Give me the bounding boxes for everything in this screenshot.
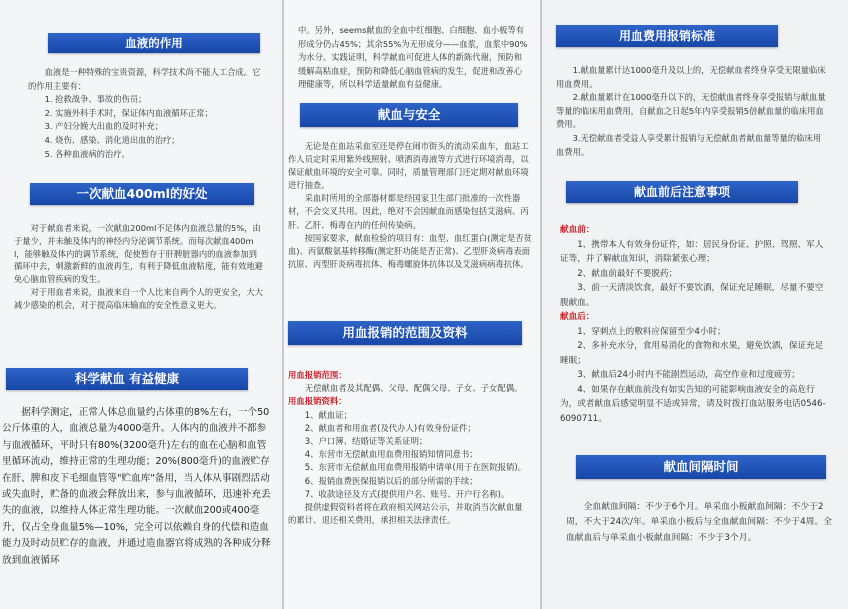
- blood-role-item: 1. 抢救战争、事故的伤员；: [44, 94, 147, 105]
- section-banner-reimbursement-scope: 用血报销的范围及资料: [288, 321, 522, 345]
- docs-item: 5、东营市无偿献血用血费用报销申请单(用于在医院报销)。: [304, 462, 527, 473]
- middle-continued-text: [298, 24, 530, 92]
- after-item: 4、如果存在献血前没有如实告知的可能影响血液安全的高危行为，或者献血后感觉明显不适或异常，请及时拨打血站服务电话0546-6090711。: [560, 384, 826, 424]
- precautions-text: [560, 223, 828, 426]
- after-item: 2、多补充水分，食用易消化的食物和水果，避免饮酒，保证充足睡眠；: [560, 341, 824, 366]
- safety-paragraph: 无论是在血站采血室还是停在闹市街头的流动采血车，血站工作人员定时采用紫外线照射、喷洒消毒液等方式进行环境消毒，以保证献血环境的安全可靠。同时，质量管理部门还定期对献血环境进行抽查。: [288, 141, 529, 191]
- section-banner-blood-role: 血液的作用: [48, 33, 260, 53]
- after-item: 3、献血后24小时内不能剧烈运动，高空作业和过度疲劳；: [577, 370, 800, 380]
- scientific-donation-paragraph: 据科学测定，正常人体总血量约占体重的8%左右，一个50公斤体重的人，血液总量为4000毫升。人体内的血液并不都参与血液循环，平时只有80%(3200毫升)左右的血在心脑和血管里循环流动，维持正常的生理功能；20%(800毫升)的血液贮存在肝、脾和皮下毛细血管等"贮血库"备用，当人体从事剧烈活动或失血时，贮备的血液会释放出来，参与血液循环，迅速补充丢失的血液，以维持人体正常生理功能。一次献血200或400毫升，仅占全身血量5%—10%，完全可以依赖自身的代偿和造血能力及时动员贮存的血液，并通过造血器官将成熟的各种成分释放到血液循环: [2, 407, 271, 566]
- continued-paragraph: 中。另外，seems献血的全血中红细胞、白细胞、血小板等有形成分仍占45%；其余55%为无形成分——血浆，血浆中90%为水分。实践证明，科学献血可促进人体的新陈代谢，预防和缓解高粘血症，预防和降低心脑血管病的发生，促进和改善心理健康等，所以科学适量献血有益健康。: [298, 25, 528, 90]
- blood-role-item: 4. 烧伤、感染、消化道出血的治疗；: [44, 134, 180, 145]
- section-banner-precautions: 献血前后注意事项: [566, 181, 798, 203]
- interval-paragraph: 全血献血间隔：不少于6个月。单采血小板献血间隔：不少于2周，不大于24次/年。单采血小板后与全血献血间隔：不少于4周。全血献血后与单采血小板献血间隔：不少于3个月。: [566, 502, 833, 543]
- range-text: 无偿献血者及其配偶、父母、配偶父母、子女、子女配偶。: [304, 383, 523, 394]
- blood-role-intro: 血液是一种特殊的宝贵资源，科学技术尚不能人工合成。它的作用主要有：: [28, 67, 261, 91]
- blood-role-item: 5. 各种血液病的治疗。: [44, 148, 130, 159]
- leaflet-panel-middle: [284, 0, 540, 609]
- section-banner-donation-interval: 献血间隔时间: [576, 455, 826, 479]
- reimbursement-standard-text: [556, 64, 826, 159]
- 400ml-paragraph: 对于献血者来说，一次献血200ml不足体内血液总量的5%，由于量少，并未触及体内的神经内分泌调节系统。而每次献血400ml，能够触及体内的调节系统，促使暂存于肝脾脏器内的血液参加到循环中去，刺激新鲜的血液再生，有利于降低血液粘度，能有效地避免心脑血管疾病的发生。: [14, 223, 263, 285]
- before-item: 3、前一天清淡饮食，最好不要饮酒，保证充足睡眠，尽量不要空腹献血。: [560, 283, 824, 308]
- section-banner-400ml: 一次献血400ml的好处: [30, 183, 254, 205]
- scientific-donation-text: [2, 405, 274, 569]
- range-label: 用血报销范围：: [288, 370, 347, 380]
- docs-item: 2、献血者和用血者(及代办人)有效身份证件；: [304, 422, 476, 433]
- donation-interval-text: [566, 500, 838, 546]
- 400ml-paragraph: 对于用血者来说，血液来自一个人比来自两个人的更安全，大大减少感染的机会，对于提高临床输血的安全性意义更大。: [14, 286, 263, 310]
- leaflet-panel-right: [542, 0, 848, 609]
- blood-role-item: 2. 实施外科手术时，保证体内血液循环正常；: [44, 107, 213, 118]
- standard-item: 2.献血量累计在1000毫升以下的，无偿献血者终身享受报销与献血量等量的临床用血费用，自献血之日起5年内享受报销5倍献血量的临床用血费用。: [556, 92, 826, 130]
- docs-note: 提供虚假资料者将在政府相关网站公示，并取消当次献血量的累计、退还相关费用，承担相关法律责任。: [288, 502, 523, 526]
- docs-item: 4、东营市无偿献血用血费用报销知情同意书；: [304, 449, 478, 460]
- docs-item: 1、献血证；: [304, 409, 352, 420]
- donation-safety-text: [288, 140, 532, 271]
- after-item: 1、穿刺点上的敷料应保留至少4小时；: [577, 326, 726, 337]
- section-banner-reimbursement-standard: 用血费用报销标准: [556, 25, 778, 47]
- standard-item: 1.献血量累计达1000毫升及以上的，无偿献血者终身享受无限量临床用血费用。: [556, 65, 826, 89]
- safety-paragraph: 按国家要求，献血检验的项目有：血型、血红蛋白(测定是否贫血)、丙氨酸氨基转移酶(测定肝功能是否正常)、乙型肝炎病毒表面抗原、丙型肝炎病毒抗体、梅毒螺旋体抗体以及艾滋病病毒抗体。: [288, 232, 532, 269]
- section-banner-scientific-donation: 科学献血 有益健康: [6, 368, 248, 390]
- docs-item: 6、报销血费医保报销以后的部分所需的手续；: [304, 475, 478, 486]
- standard-item: 3.无偿献血者受益人享受累计报销与无偿献血者献血量等量的临床用血费用。: [556, 132, 822, 157]
- before-item: 1、携带本人有效身份证件，如：居民身份证、护照、驾照、军人证等，并了解献血知识，消除紧张心理；: [560, 239, 824, 264]
- safety-paragraph: 采血时所用的全部器材都是经国家卫生部门批准的一次性器材，不会交叉共用。因此，绝对不会因献血而感染包括艾滋病、丙肝、乙肝、梅毒在内的任何传染病。: [288, 193, 529, 230]
- 400ml-text: [14, 222, 264, 312]
- before-label: 献血前：: [560, 225, 595, 235]
- docs-label: 用血报销资料：: [288, 396, 347, 407]
- before-item: 2、献血前最好不要脱药；: [577, 268, 678, 279]
- after-label: 献血后：: [560, 312, 595, 322]
- blood-role-item: 3. 产妇分娩大出血的及时补充；: [44, 121, 164, 132]
- docs-item: 3、户口簿、结婚证等关系证明；: [304, 436, 428, 447]
- reimbursement-scope-text: [288, 369, 530, 527]
- docs-item: 7、收款途径及方式(提供用户名、账号、开户行名称)。: [304, 488, 510, 499]
- section-banner-donation-safety: 献血与安全: [300, 103, 518, 127]
- leaflet-panel-left: [0, 0, 282, 609]
- blood-role-text: [28, 66, 266, 161]
